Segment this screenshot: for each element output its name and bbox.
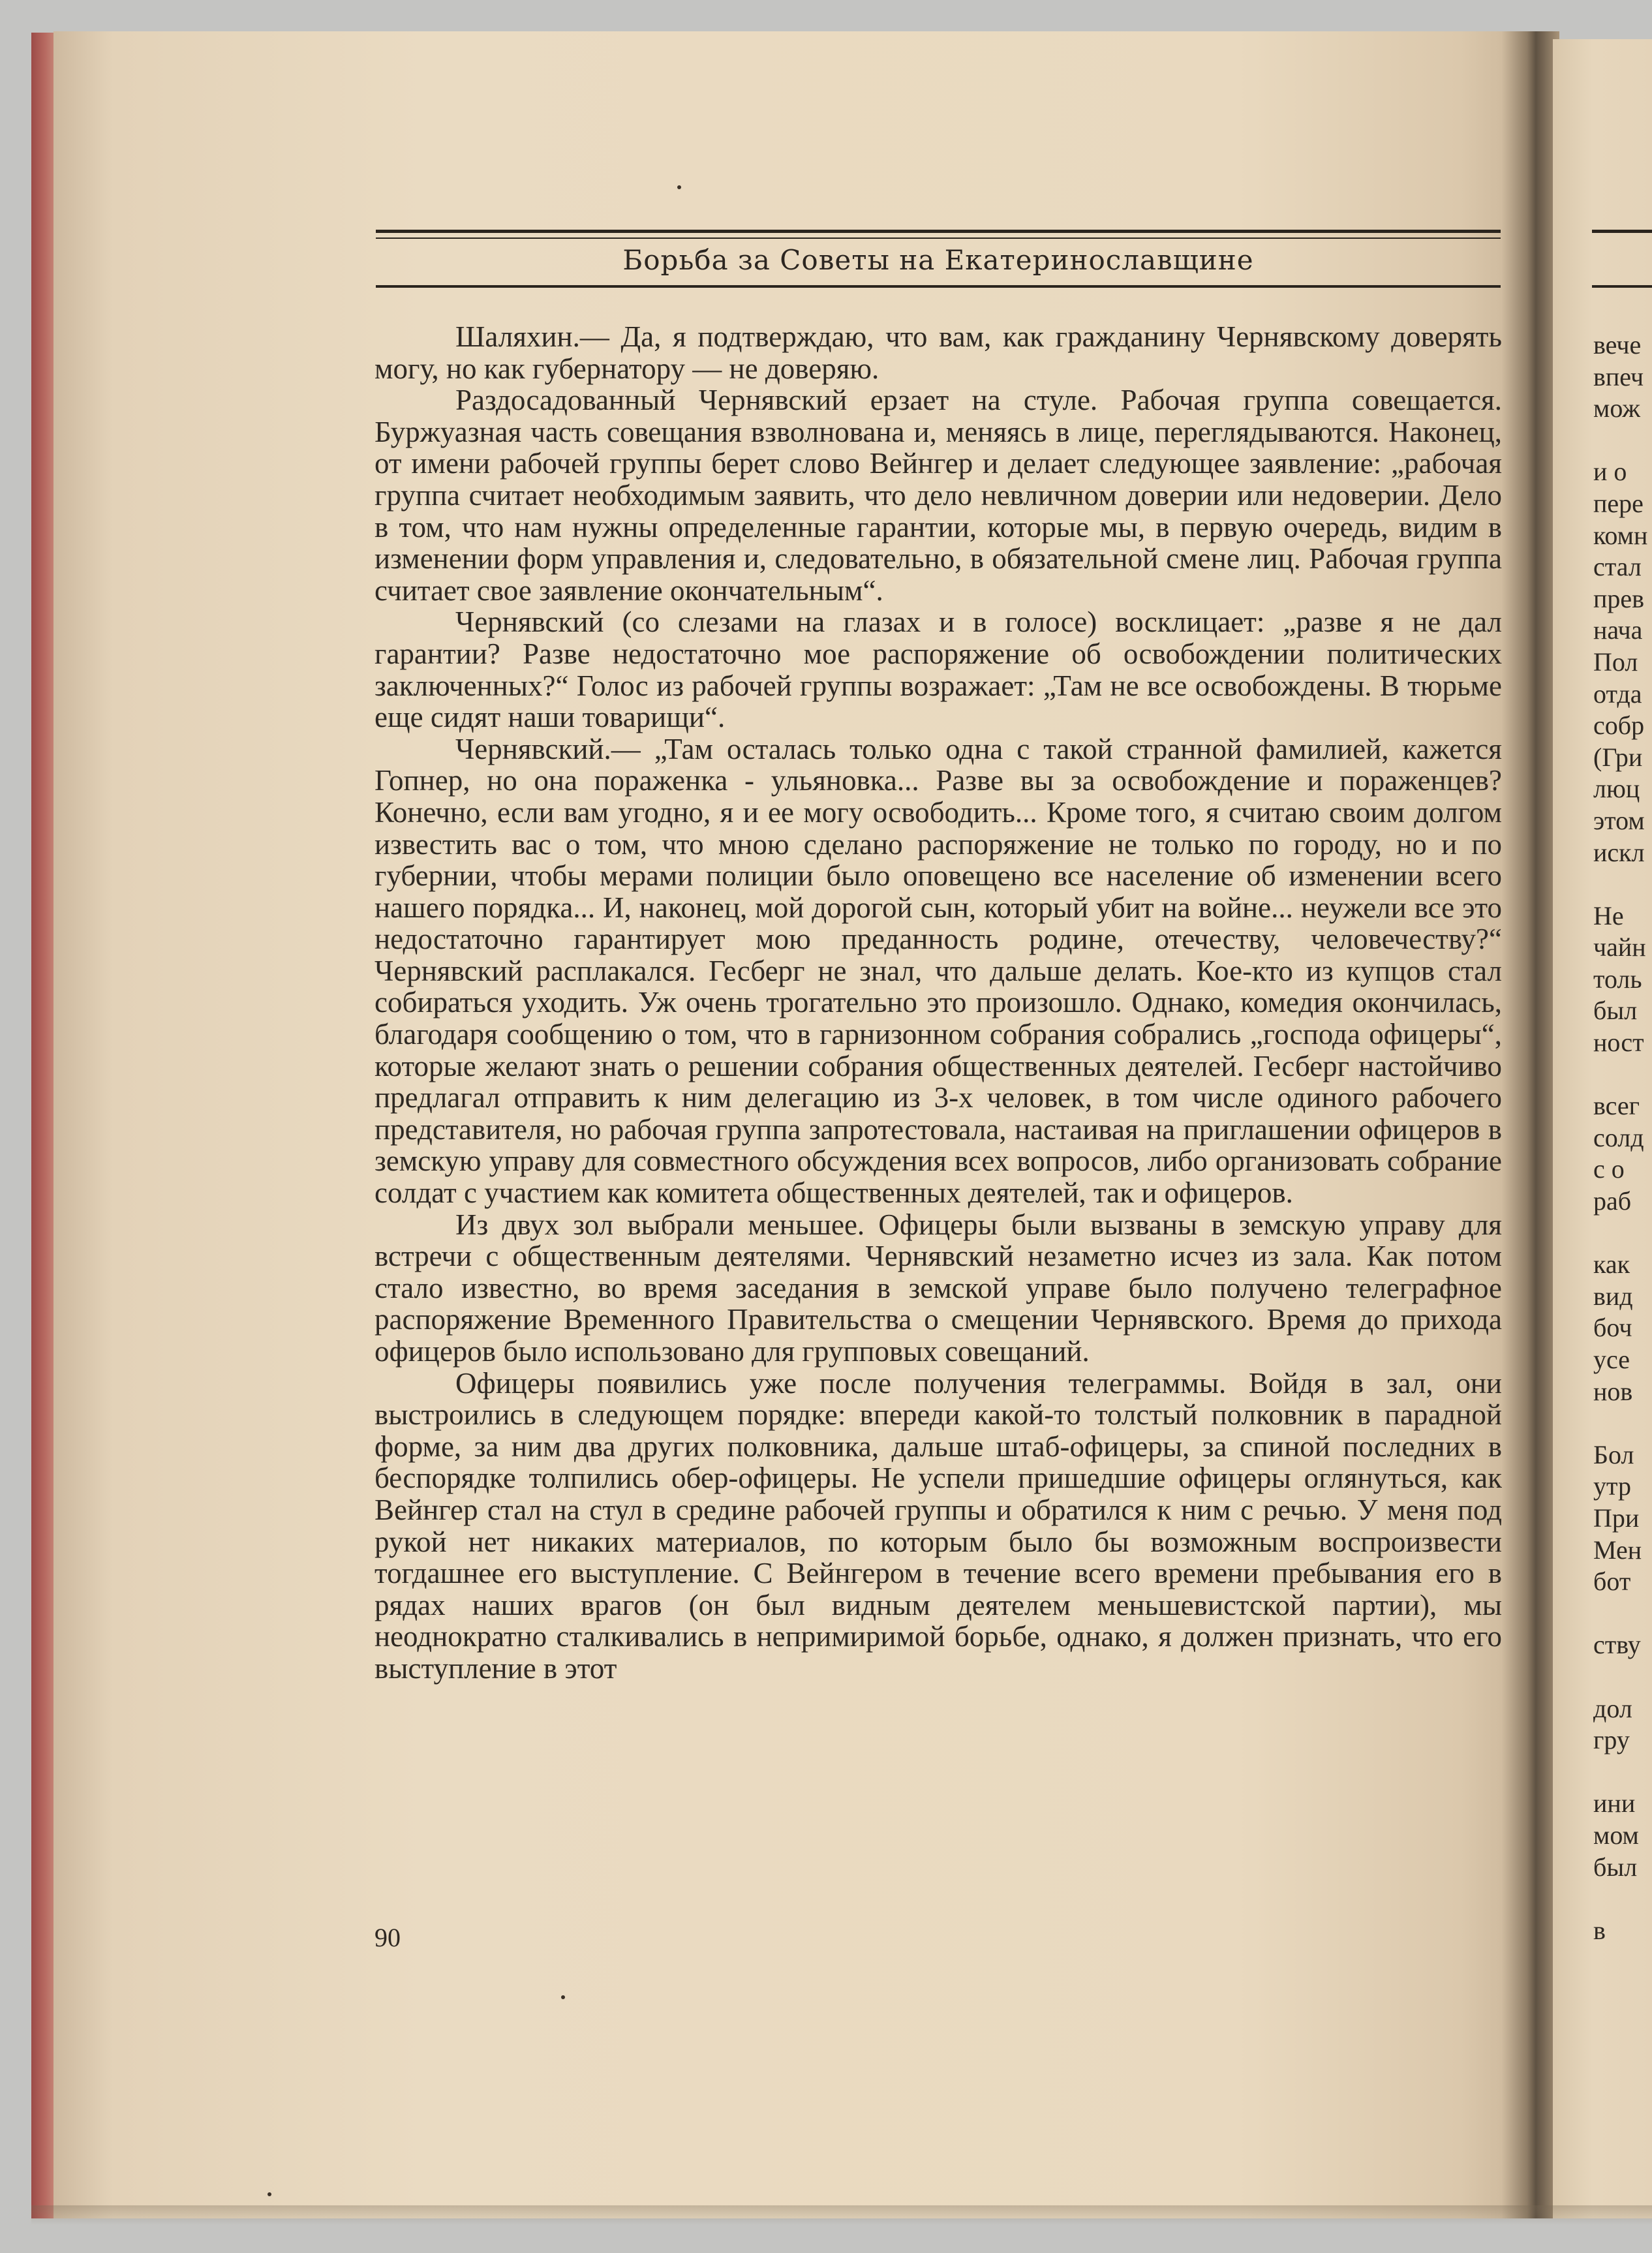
- next-page-line-fragment: пере: [1593, 488, 1644, 518]
- dust-speck: [561, 1995, 565, 1999]
- next-page-line-fragment: отда: [1593, 679, 1642, 709]
- next-page-line-fragment: бот: [1593, 1567, 1631, 1597]
- next-page-line-fragment: Пол: [1593, 647, 1638, 677]
- next-page-text-fragments: [1593, 330, 1652, 1946]
- next-page-line-fragment: вече: [1593, 330, 1642, 360]
- next-page-line-fragment: прев: [1593, 583, 1645, 613]
- header-rule-top-thin: [376, 238, 1501, 239]
- dust-speck: [677, 185, 681, 189]
- paragraph: Чернявский.— „Там осталась только одна с такой странной фамилией, кажется Гопнер, но она пораженка - ульяновка... Разве вы за освобождение и пораженцев? Конечно, если вам угодно, я и ее могу освободить... Кроме того, я считаю своим долгом известить вас о том, что мною сделано распоряжение не только по городу, но и по губернии, чтобы мерами полиции было оповещено все население об изменении всего нашего порядка... И, наконец, мой дорогой сын, который убит на войне... неужели все это недостаточно гарантирует мою преданность родине, отечеству, человечеству?“ Чернявский расплакался. Гесберг не знал, что дальше делать. Кое-кто из купцов стал собираться уходить. Уж очень трогательно это произошло. Однако, комедия окончилась, благодаря сообщению о том, что в гарнизонном собрания собрались „господа офицеры“, которые желают знать о решении собрания общественных деятелей. Гесберг настойчиво предлагал отправить к ним делегацию из 3-х человек, в том числе одиного рабочего представителя, но рабочая группа запротестовала, настаивая на приглашении офицеров в земскую управу для совместного обсуждения всех вопросов, либо организовать собрание солдат с участием как комитета общественных деятелей, так и офицеров.: [375, 732, 1502, 1210]
- next-page-line-fragment: мом: [1593, 1820, 1639, 1850]
- next-page-line-fragment: люц: [1593, 774, 1640, 804]
- next-page-line-fragment: Не: [1593, 900, 1624, 930]
- paragraph: Из двух зол выбрали меньшее. Офицеры были вызваны в земскую управу для встречи с общественным деятелями. Чернявский незаметно исчез из зала. Как потом стало известно, во время заседания в земской управе было получено телеграфное распоряжение Временного Правительства о смещении Чернявского. Время до прихода офицеров было использовано для групповых совещаний.: [375, 1208, 1502, 1368]
- next-page-line-fragment: искл: [1593, 837, 1645, 867]
- next-page-line-fragment: [1593, 1598, 1652, 1630]
- paragraph: Чернявский (со слезами на глазах и в голосе) восклицает: „разве я не дал гарантии? Разве недостаточно мое распоряжение об освобождении политических заключенных?“ Голос из рабочей группы возражает: „Там не все освобождены. В тюрьме еще сидят наши товарищи“.: [375, 605, 1502, 734]
- next-page-line-fragment: [1593, 1661, 1652, 1693]
- page-bottom-shadow: [31, 2205, 1652, 2225]
- next-page-line-fragment: [1593, 425, 1652, 457]
- next-page-line-fragment: [1593, 1059, 1652, 1091]
- next-page-line-fragment: дол: [1593, 1693, 1632, 1723]
- next-page-line-fragment: вид: [1593, 1281, 1633, 1311]
- next-page-line-fragment: с о: [1593, 1154, 1625, 1184]
- header-rule-bottom: [376, 285, 1501, 288]
- next-page-line-fragment: Бол: [1593, 1439, 1634, 1469]
- paragraph: Шаляхин.— Да, я подтверждаю, что вам, как гражданину Чернявскому доверять могу, но как губернатору — не доверяю.: [375, 320, 1502, 385]
- page-number: 90: [375, 1923, 401, 1952]
- page-body-text: [375, 321, 1502, 1685]
- next-page-line-fragment: был: [1593, 996, 1638, 1026]
- next-page-line-fragment: в: [1593, 1915, 1606, 1945]
- next-page-line-fragment: утр: [1593, 1471, 1631, 1501]
- next-page-line-fragment: стал: [1593, 552, 1642, 582]
- running-title: Борьба за Советы на Екатеринославщине: [622, 244, 1254, 276]
- next-page-line-fragment: как: [1593, 1249, 1630, 1280]
- next-page-line-fragment: этом: [1593, 805, 1645, 835]
- running-header: [376, 222, 1501, 294]
- next-page-line-fragment: толь: [1593, 964, 1642, 994]
- next-page-line-fragment: [1593, 1407, 1652, 1439]
- next-page-line-fragment: комн: [1593, 520, 1648, 550]
- next-page-header-rule: [1592, 285, 1652, 288]
- next-page-header-rule: [1592, 230, 1652, 233]
- next-page-line-fragment: гру: [1593, 1725, 1630, 1755]
- next-page-line-fragment: усе: [1593, 1345, 1630, 1374]
- next-page-line-fragment: нов: [1593, 1376, 1633, 1406]
- paragraph: Раздосадованный Чернявский ерзает на стуле. Рабочая группа совещается. Буржуазная часть совещания взволнована и, меняясь в лице, переглядываются. Наконец, от имени рабочей группы берет слово Вейнгер и делает следующее заявление: „рабочая группа считает необходимым заявить, что дело невличном доверии или недоверии. Дело в том, что нам нужны определенные гарантии, которые мы, в первую очередь, видим в изменении форм управления и, следовательно, в обязательной смене лиц. Рабочая группа считает свое заявление окончательным“.: [375, 384, 1502, 607]
- next-page-line-fragment: (Гри: [1593, 742, 1643, 772]
- next-page-line-fragment: ству: [1593, 1630, 1641, 1660]
- next-page-line-fragment: При: [1593, 1503, 1640, 1533]
- dust-speck: [268, 2192, 271, 2196]
- book-gutter: [1501, 31, 1559, 2218]
- next-page-line-fragment: [1593, 1218, 1652, 1249]
- header-rule-top: [376, 230, 1501, 233]
- next-page-line-fragment: чайн: [1593, 932, 1646, 962]
- next-page-line-fragment: Мен: [1593, 1535, 1642, 1565]
- next-page-line-fragment: ини: [1593, 1788, 1636, 1818]
- next-page-line-fragment: боч: [1593, 1313, 1632, 1343]
- next-page-line-fragment: собр: [1593, 711, 1645, 741]
- next-page-line-fragment: [1593, 1883, 1652, 1915]
- next-page-line-fragment: мож: [1593, 393, 1640, 423]
- next-page-line-fragment: нача: [1593, 615, 1643, 645]
- next-page-line-fragment: солд: [1593, 1122, 1644, 1152]
- next-page-line-fragment: впеч: [1593, 361, 1644, 391]
- next-page-line-fragment: раб: [1593, 1186, 1632, 1216]
- next-page-line-fragment: ност: [1593, 1028, 1644, 1058]
- next-page-line-fragment: был: [1593, 1852, 1638, 1882]
- next-page-line-fragment: [1593, 1756, 1652, 1788]
- paragraph: Офицеры появились уже после получения телеграммы. Войдя в зал, они выстроились в следующем порядке: впереди какой-то толстый полковник в парадной форме, за ним два других полковника, дальше штаб-офицеры, за спиной последних в беспорядке толпились обер-офицеры. Не успели пришедшие офицеры оглянуться, как Вейнгер стал на стул в средине рабочей группы и обратился к ним с речью. У меня под рукой нет никаких материалов, по которым было бы возможным воспроизвести тогдашнее его выступление. С Вейнгером в течение всего времени пребывания его в рядах наших врагов (он был видным деятелем меньшевистской партии), мы неоднократно сталкивались в непримиримой борьбе, однако, я должен признать, что его выступление в этот: [375, 1366, 1502, 1685]
- next-page-line-fragment: и о: [1593, 457, 1627, 487]
- next-page-line-fragment: [1593, 868, 1652, 900]
- next-page-line-fragment: всег: [1593, 1091, 1640, 1121]
